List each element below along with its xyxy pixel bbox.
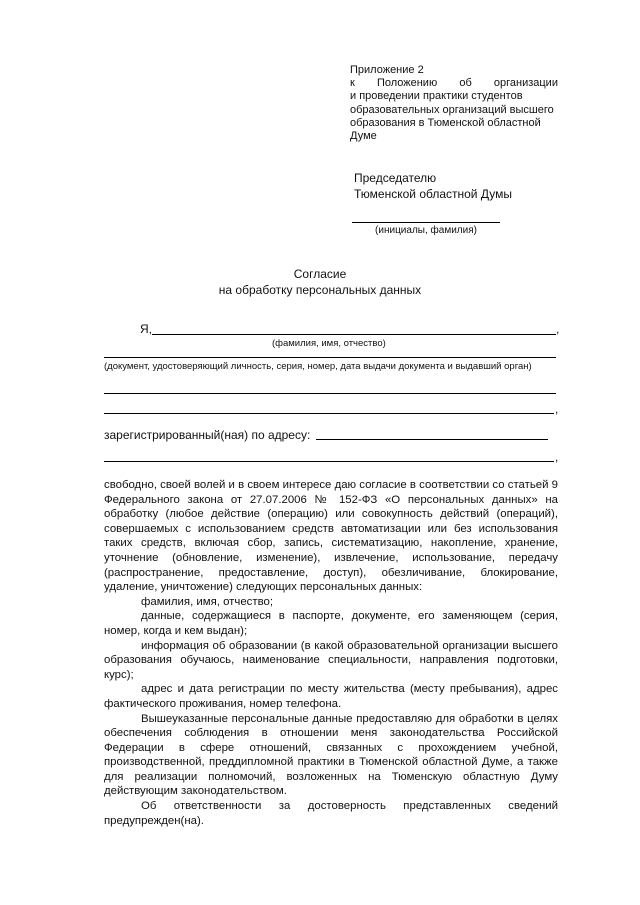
recipient-title: Председателю <box>354 171 437 185</box>
document-title: Согласие <box>293 267 347 281</box>
document-line-3[interactable] <box>104 413 554 414</box>
appendix-number: Приложение 2 <box>350 64 424 76</box>
data-item-education: информация об образовании (в какой образовательной организации высшего образования обучаюсь, наименование специальности, направления подготовки, курс); <box>104 639 558 681</box>
appendix-line-5: образования в Тюменской областной <box>350 116 541 129</box>
fio-comma: , <box>556 322 560 336</box>
appendix-line-3: и проведении практики студентов <box>350 90 523 103</box>
appendix-line-6: Думе <box>350 130 377 143</box>
address-line-2[interactable] <box>104 461 554 462</box>
recipient-organization: Тюменской областной Думы <box>354 187 512 201</box>
initials-surname-line[interactable] <box>352 222 500 223</box>
document-subtitle: на обработку персональных данных <box>218 283 422 297</box>
responsibility-warning: Об ответственности за достоверность представленных сведений предупрежден(на). <box>104 800 558 827</box>
consent-paragraph-main: свободно, своей волей и в своем интересе даю согласие в соответствии со статьей 9 Федерального закона от 27.07.2006 № 152-ФЗ «О персональных данных» на обработку (любое действие (операцию) или совокупность действий (операций), совершаемых с использованием средств автоматизации или без использования таких средств, включая сбор, запись, систематизацию, накопление, хранение, уточнение (обновление, изменение), извлечение, использование, передачу (распространение, предоставление, доступ), обезличивание, блокирование, удаление, уничтожение) следующих персональных данных: <box>104 479 558 594</box>
appendix-line-4: образовательных организаций высшего <box>350 103 554 116</box>
data-item-passport: данные, содержащиеся в паспорте, документе, его заменяющем (серия, номер, когда и кем выдан); <box>104 610 558 637</box>
fio-line[interactable] <box>152 334 556 335</box>
appendix-header <box>350 64 558 143</box>
document-line[interactable] <box>104 357 556 358</box>
appendix-line-2: к Положению об организации <box>350 77 558 90</box>
consent-text <box>104 478 558 828</box>
address-line[interactable] <box>316 439 548 440</box>
ya-label: Я, <box>140 322 152 336</box>
recipient-block <box>354 170 512 202</box>
data-item-fio: фамилия, имя, отчество; <box>141 595 274 608</box>
document-comma: , <box>555 402 559 416</box>
address-label: зарегистрированный(ная) по адресу: <box>104 428 311 442</box>
data-item-address: адрес и дата регистрации по месту жительства (месту пребывания), адрес фактического проживания, номер телефона. <box>104 683 558 710</box>
initials-surname-hint: (инициалы, фамилия) <box>375 225 477 236</box>
document-hint: (документ, удостоверяющий личность, серия, номер, дата выдачи документа и выдавший орган) <box>104 361 532 372</box>
address-comma: , <box>555 450 559 464</box>
consent-purpose: Вышеуказанные персональные данные предоставляю для обработки в целях обеспечения соблюдения в отношении меня законодательства Российской Федерации в сфере отношений, связанных с прохождением учебной, производственной, преддипломной практики в Тюменской областной Думе, а также для реализации полномочий, возложенных на Тюменскую областную Думу действующим законодательством. <box>104 712 558 798</box>
fio-hint: (фамилия, имя, отчество) <box>272 338 386 349</box>
document-line-2[interactable] <box>104 393 556 394</box>
